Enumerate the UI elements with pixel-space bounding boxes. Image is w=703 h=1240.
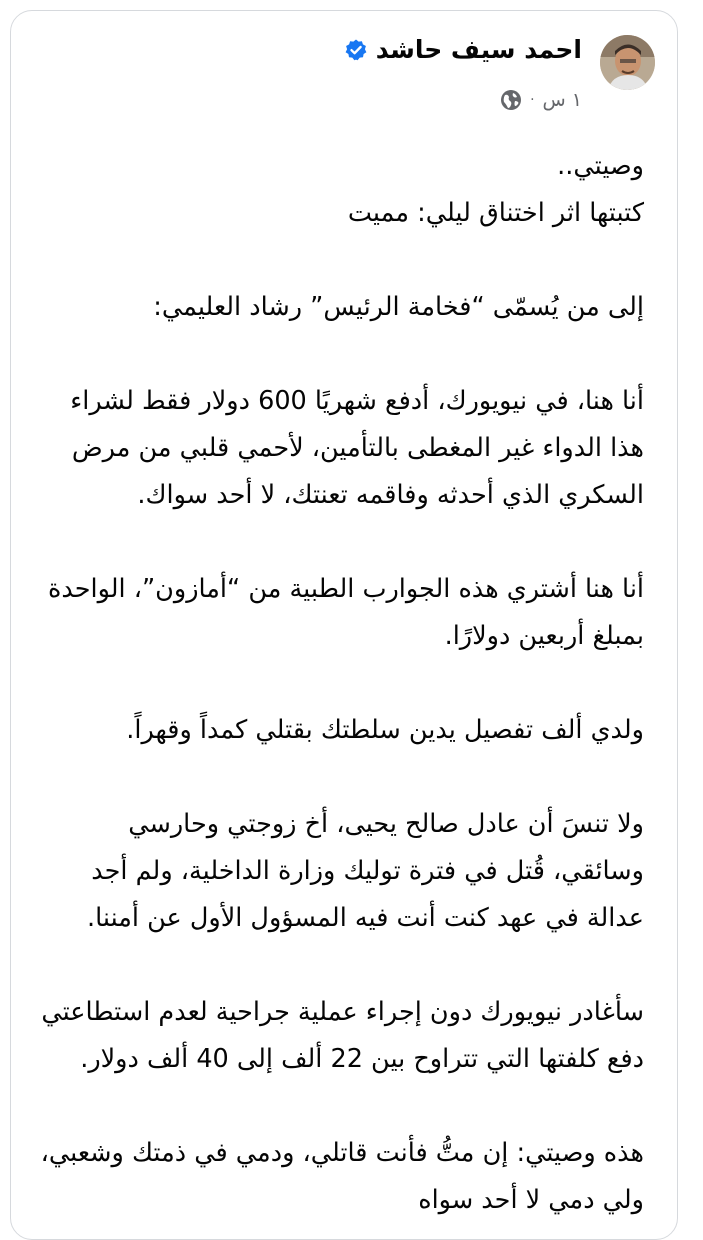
- author-avatar[interactable]: [600, 35, 655, 90]
- globe-icon[interactable]: [500, 89, 522, 111]
- post-paragraph: سأغادر نيويورك دون إجراء عملية جراحية لعدم استطاعتي دفع كلفتها التي تتراوح بين 22 ألف إلى 40 ألف دولار.: [41, 997, 644, 1074]
- post-paragraph: أنا هنا، في نيويورك، أدفع شهريًا 600 دولار فقط لشراء هذا الدواء غير المغطى بالتأمين، لأحمي قلبي من مرض السكري الذي أحدثه وفاقمه تعنتك، لا أحد سواك.: [70, 386, 644, 510]
- meta-separator: ·: [530, 92, 535, 108]
- author-line: [344, 35, 582, 64]
- post-timestamp[interactable]: ١ س: [542, 89, 582, 111]
- post-card: [10, 10, 678, 1240]
- post-paragraph: إلى من يُسمّى “فخامة الرئيس” رشاد العليمي:: [153, 292, 644, 322]
- post-paragraph: هذه وصيتي: إن متُّ فأنت قاتلي، ودمي في ذمتك وشعبي، ولي دمي لا أحد سواه: [40, 1138, 644, 1215]
- post-text: [32, 143, 644, 1224]
- avatar-photo: [600, 35, 655, 90]
- verified-badge-icon: [344, 38, 368, 62]
- post-paragraph: ولا تنسَ أن عادل صالح يحيى، أخ زوجتي وحارسي وسائقي، قُتل في فترة توليك وزارة الداخلية، ولم أجد عدالة في عهد كنت أنت فيه المسؤول الأول عن أمننا.: [87, 809, 644, 933]
- author-name[interactable]: احمد سيف حاشد: [375, 35, 582, 64]
- post-paragraph: وصيتي.. كتبتها اثر اختناق ليلي: مميت: [347, 151, 644, 228]
- post-paragraph: أنا هنا أشتري هذه الجوارب الطبية من “أمازون”، الواحدة بمبلغ أربعين دولارًا.: [47, 574, 644, 651]
- post-meta: [500, 89, 582, 111]
- post-header: [11, 11, 677, 111]
- post-paragraph: ولدي ألف تفصيل يدين سلطتك بقتلي كمداً وقهراً.: [126, 715, 644, 745]
